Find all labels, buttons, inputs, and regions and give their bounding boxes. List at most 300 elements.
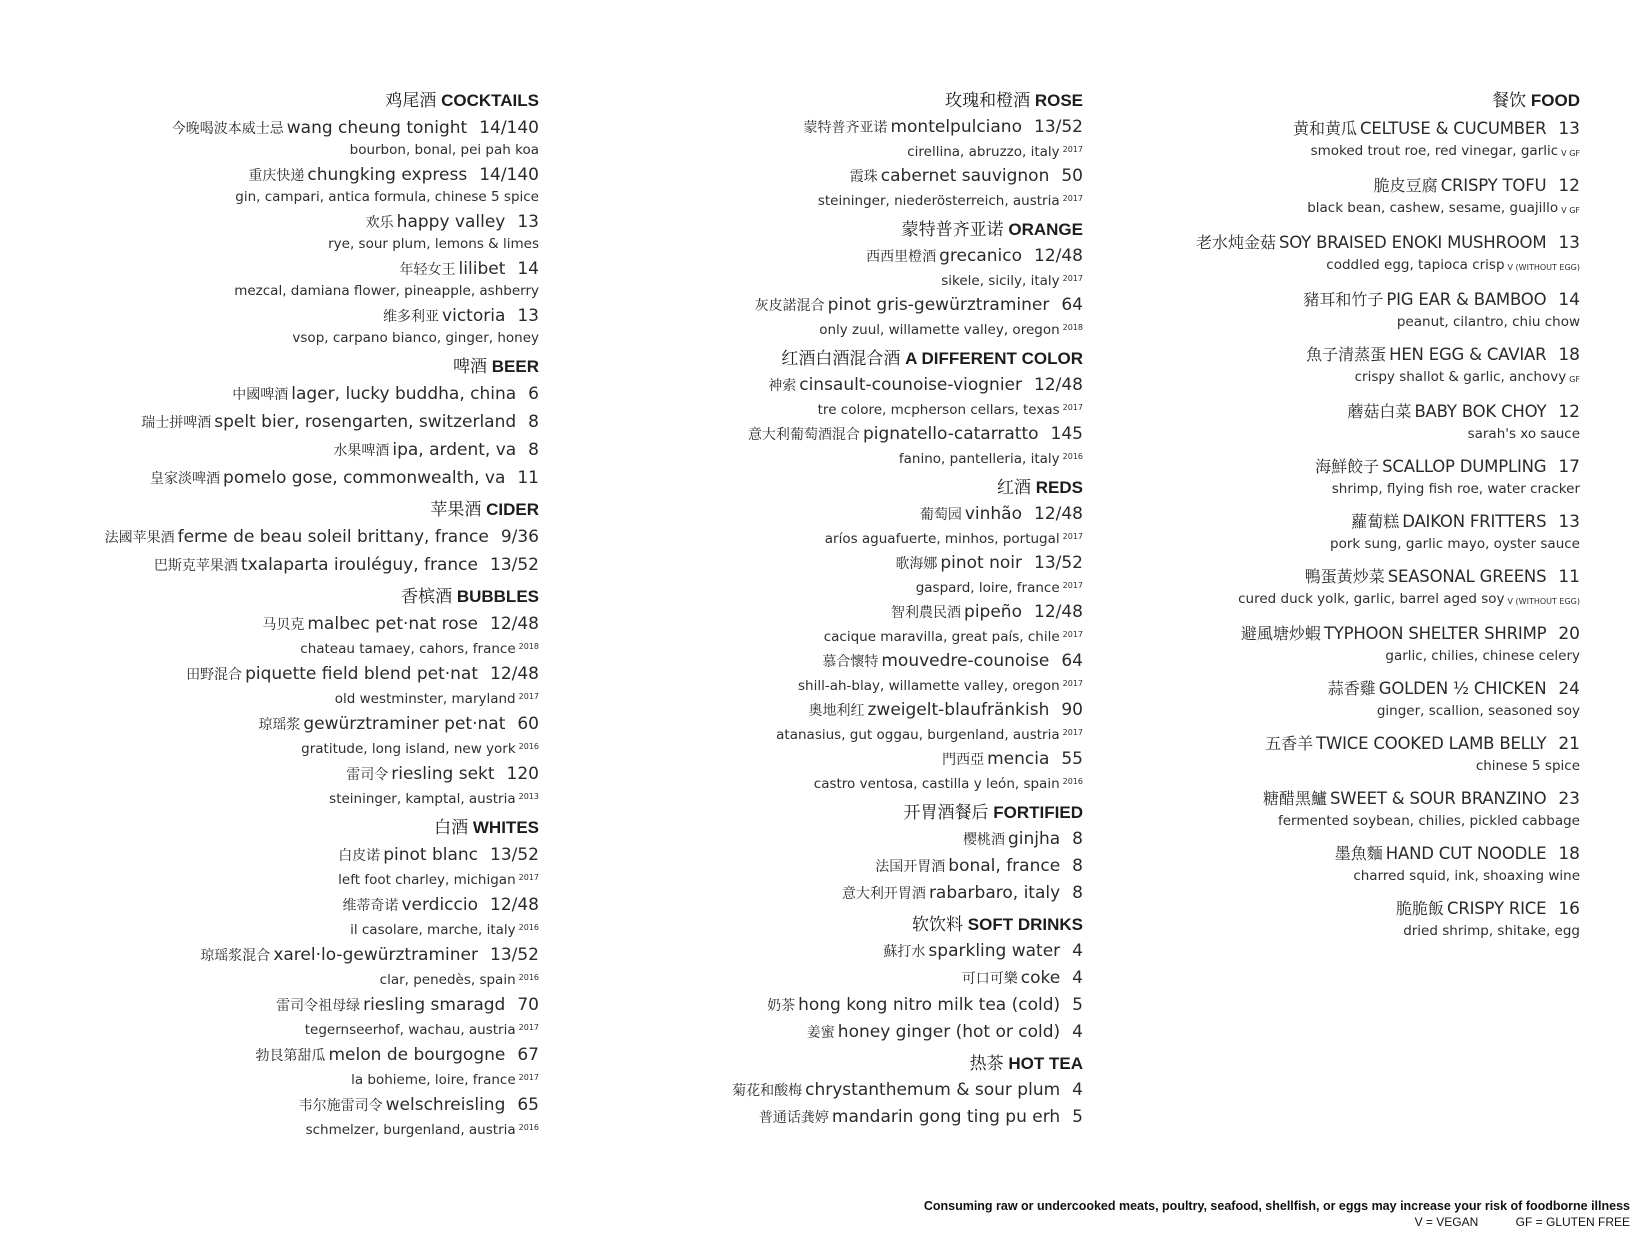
section-title-english: BEER [491,357,539,376]
vintage-year: 2016 [518,1123,539,1132]
item-description-line [90,1118,539,1140]
menu-item-line [90,943,539,968]
item-description-line [1110,142,1580,163]
menu-item [1110,896,1580,941]
menu-section [90,356,539,491]
menu-section [90,586,539,809]
menu-item-line [600,827,1083,852]
menu-item-line [1110,621,1580,647]
menu-item [600,966,1083,991]
item-name: BABY BOK CHOY [1414,402,1547,421]
menu-item-line [600,854,1083,879]
menu-item-line [90,1043,539,1068]
menu-item-line [600,373,1083,398]
item-price: 67 [517,1045,539,1065]
vintage-year: 2013 [518,792,539,801]
item-chinese-name: 脆皮豆腐 [1373,176,1438,195]
item-chinese-name: 葡萄园 [919,507,962,523]
menu-item [1110,621,1580,666]
item-price: 12/48 [1034,246,1083,266]
item-description: crispy shallot & garlic, anchovy [1354,369,1567,385]
item-chinese-name: 蒜香雞 [1327,679,1376,698]
item-name: TYPHOON SHELTER SHRIMP [1323,624,1547,643]
item-chinese-name: 墨魚麵 [1334,844,1383,863]
menu-item-line [600,698,1083,723]
item-chinese-name: 普通话龚婷 [758,1110,829,1126]
section-title-english: REDS [1035,478,1083,497]
item-name: montelpulciano [890,117,1022,137]
item-description-line [90,1018,539,1040]
item-chinese-name: 姜蜜 [806,1025,835,1041]
menu-item [600,115,1083,162]
item-description: cirellina, abruzzo, italy [907,144,1060,160]
item-name: sparkling water [928,941,1061,961]
item-description: only zuul, willamette valley, oregon [819,322,1060,338]
item-price: 13/52 [1034,117,1083,137]
section-title [600,90,1083,112]
item-name: xarel·lo-gewürztraminer [273,945,478,965]
menu-item-line [1110,454,1580,480]
menu-item [600,1020,1083,1045]
dietary-tag: V (WITHOUT EGG) [1507,597,1580,606]
item-name: HEN EGG & CAVIAR [1389,345,1547,364]
item-description-line [90,737,539,759]
item-name: piquette field blend pet·nat [245,664,478,684]
item-description-line [600,674,1083,696]
item-price: 4 [1072,968,1083,988]
menu-section [600,90,1083,211]
menu-item-line [1110,841,1580,867]
menu-item-line [600,1078,1083,1103]
menu-section [1110,90,1580,941]
menu-item-line [600,881,1083,906]
vintage-year: 2017 [1062,728,1083,737]
vintage-year: 2017 [1062,679,1083,688]
menu-section [600,348,1083,469]
item-name: pinot blanc [383,845,478,865]
menu-item [90,410,539,435]
item-price: 64 [1061,651,1083,671]
item-price: 64 [1061,295,1083,315]
menu-item-line [90,843,539,868]
item-description: gaspard, loire, france [915,580,1060,596]
menu-item [1110,342,1580,389]
menu-item [1110,287,1580,332]
item-name: vinhão [964,504,1022,524]
item-price: 8 [1072,883,1083,903]
item-name: SWEET & SOUR BRANZINO [1329,789,1547,808]
vintage-year: 2017 [1062,532,1083,541]
menu-section [600,219,1083,340]
item-name: ginjha [1007,829,1061,849]
menu-item-line [90,662,539,687]
item-description-line [1110,425,1580,444]
item-description: tegernseerhof, wachau, austria [304,1022,516,1038]
section-title-english: COCKTAILS [441,91,539,110]
item-name: ipa, ardent, va [392,440,517,460]
item-name: victoria [442,306,506,326]
menu-item [90,893,539,940]
menu-item [600,698,1083,745]
item-description-line [600,318,1083,340]
menu-item [1110,841,1580,886]
item-description-line [600,723,1083,745]
item-chinese-name: 鴨蛋黃炒菜 [1304,567,1385,586]
item-description: peanut, cilantro, chiu chow [1396,314,1580,330]
section-title [90,90,539,112]
item-description-line [600,447,1083,469]
item-name: CRISPY TOFU [1440,176,1547,195]
item-description-line [1110,313,1580,332]
item-description: ginger, scallion, seasoned soy [1376,703,1580,719]
dietary-tag: V (WITHOUT EGG) [1507,263,1580,272]
menu-item [90,1043,539,1090]
item-description: smoked trout roe, red vinegar, garlic [1310,143,1559,159]
item-description: black bean, cashew, sesame, guajillo [1307,200,1559,216]
menu-item-line [600,993,1083,1018]
item-name: happy valley [396,212,506,232]
item-price: 8 [1072,856,1083,876]
menu-item [90,843,539,890]
menu-item-line [90,466,539,491]
item-description-line [90,1068,539,1090]
section-title-english: ROSE [1034,91,1083,110]
menu-section [90,499,539,578]
item-price: 9/36 [500,527,539,547]
item-description: sarah's xo sauce [1467,426,1580,442]
item-name: SEASONAL GREENS [1387,567,1547,586]
item-description-line [1110,922,1580,941]
item-chinese-name: 蘿蔔糕 [1351,512,1400,531]
menu-item [600,827,1083,852]
item-name: TWICE COOKED LAMB BELLY [1316,734,1547,753]
item-description: shrimp, flying fish roe, water cracker [1331,481,1580,497]
item-name: hong kong nitro milk tea (cold) [798,995,1061,1015]
item-description: atanasius, gut oggau, burgenland, austria [776,727,1060,743]
menu-item [1110,399,1580,444]
section-title [600,348,1083,370]
menu-item-line [1110,676,1580,702]
item-description-line [90,787,539,809]
item-description: fanino, pantelleria, italy [898,451,1060,467]
item-price: 12 [1558,176,1580,196]
section-title-english: FORTIFIED [993,803,1083,822]
item-chinese-name: 門西亞 [942,752,985,768]
item-description-line [90,141,539,160]
vintage-year: 2017 [1062,403,1083,412]
item-price: 13 [517,306,539,326]
menu-item [1110,564,1580,611]
item-chinese-name: 年轻女王 [399,262,456,278]
section-title-english: CIDER [486,500,539,519]
menu-item-line [600,164,1083,189]
item-chinese-name: 豬耳和竹子 [1303,290,1384,309]
item-price: 13/52 [490,945,539,965]
dietary-tag: GF [1569,375,1580,384]
item-chinese-name: 法国开胃酒 [875,859,946,875]
menu-item [90,993,539,1040]
item-description: sikele, sicily, italy [941,273,1060,289]
item-description-line [90,235,539,254]
item-chinese-name: 黄和黄瓜 [1293,119,1358,138]
item-name: gewürztraminer pet·nat [303,714,506,734]
menu-item-line [90,163,539,188]
item-chinese-name: 勃艮第甜瓜 [255,1048,326,1064]
menu-item-line [90,116,539,141]
item-description-line [90,868,539,890]
item-name: mouvedre-counoise [881,651,1050,671]
section-title-chinese: 白酒 [434,818,469,837]
section-title-english: WHITES [472,818,539,837]
item-name: lager, lucky buddha, china [291,384,517,404]
menu-item-line [90,210,539,235]
section-title [600,477,1083,499]
menu-item-line [90,553,539,578]
item-price: 12/48 [490,614,539,634]
item-chinese-name: 雷司令祖母绿 [276,998,361,1014]
item-chinese-name: 今晚喝波本威士忌 [171,121,284,137]
section-title [600,1053,1083,1075]
section-title [90,499,539,521]
item-chinese-name: 蘑菇白菜 [1347,402,1412,421]
item-name: HAND CUT NOODLE [1385,844,1547,863]
menu-item-line [1110,731,1580,757]
item-chinese-name: 马贝克 [262,617,305,633]
item-chinese-name: 神索 [768,378,797,394]
menu-item [600,502,1083,549]
item-name: DAIKON FRITTERS [1402,512,1547,531]
menu-item-line [90,382,539,407]
item-chinese-name: 樱桃酒 [962,832,1005,848]
item-description: vsop, carpano bianco, ginger, honey [292,330,539,346]
menu-item [1110,230,1580,277]
menu-item [600,244,1083,291]
item-description-line [1110,199,1580,220]
item-price: 12/48 [490,664,539,684]
item-price: 60 [517,714,539,734]
menu-item [1110,676,1580,721]
menu-item [90,163,539,207]
menu-item-line [1110,287,1580,313]
item-description: garlic, chilies, chinese celery [1385,648,1580,664]
item-description: cacique maravilla, great país, chile [823,629,1060,645]
item-chinese-name: 蒙特普齐亚诺 [803,120,888,136]
menu-item-line [90,525,539,550]
item-chinese-name: 中國啤酒 [232,387,289,403]
menu-item [1110,116,1580,163]
dietary-tag: V GF [1561,206,1580,215]
section-title [90,817,539,839]
item-description: old westminster, maryland [334,691,516,707]
menu-item [90,943,539,990]
menu-item [90,257,539,301]
item-description: left foot charley, michigan [338,872,516,888]
item-description: fermented soybean, chilies, pickled cabbage [1277,813,1580,829]
item-description: chinese 5 spice [1475,758,1580,774]
item-price: 90 [1061,700,1083,720]
item-price: 16 [1558,899,1580,919]
section-title [90,586,539,608]
section-title-english: SOFT DRINKS [967,915,1083,934]
item-name: ferme de beau soleil brittany, france [177,527,489,547]
menu-item [90,525,539,550]
section-title-chinese: 餐饮 [1492,91,1527,110]
menu-item [90,304,539,348]
item-price: 24 [1558,679,1580,699]
menu-item [90,210,539,254]
menu-column-food [1110,90,1580,951]
item-chinese-name: 皇家淡啤酒 [150,471,221,487]
item-description: pork sung, garlic mayo, oyster sauce [1330,536,1580,552]
menu-item [90,438,539,463]
item-chinese-name: 霞珠 [849,169,878,185]
menu-item [1110,173,1580,220]
item-chinese-name: 五香羊 [1265,734,1314,753]
item-name: mandarin gong ting pu erh [831,1107,1061,1127]
item-name: lilibet [458,259,506,279]
item-chinese-name: 避風塘炒蝦 [1240,624,1321,643]
item-chinese-name: 蘇打水 [883,944,926,960]
item-price: 12/48 [490,895,539,915]
menu-item [600,939,1083,964]
item-price: 12/48 [1034,602,1083,622]
item-price: 145 [1050,424,1083,444]
vintage-year: 2018 [1062,323,1083,332]
item-chinese-name: 维多利亚 [383,309,440,325]
item-description-line [1110,702,1580,721]
menu-item [600,422,1083,469]
item-name: malbec pet·nat rose [307,614,478,634]
menu-item-line [600,747,1083,772]
item-chinese-name: 瑞士拼啤酒 [141,415,212,431]
menu-item-line [1110,342,1580,368]
item-price: 14 [517,259,539,279]
menu-item [90,553,539,578]
item-name: chrystanthemum & sour plum [805,1080,1061,1100]
vintage-year: 2017 [1062,630,1083,639]
menu-item-line [1110,399,1580,425]
menu-item-line [600,244,1083,269]
menu-section [90,817,539,1140]
menu-item [90,466,539,491]
item-chinese-name: 欢乐 [365,215,394,231]
menu-item [600,373,1083,420]
item-chinese-name: 韦尔施雷司令 [298,1098,383,1114]
item-chinese-name: 海鮮餃子 [1315,457,1380,476]
item-name: SCALLOP DUMPLING [1382,457,1547,476]
item-chinese-name: 重庆快递 [248,168,305,184]
item-description: gin, campari, antica formula, chinese 5 spice [235,189,539,205]
item-chinese-name: 田野混合 [186,667,243,683]
section-title-english: ORANGE [1008,220,1083,239]
item-description: steininger, niederösterreich, austria [817,193,1060,209]
menu-item [600,649,1083,696]
item-name: pipeño [964,602,1022,622]
menu-item [1110,731,1580,776]
section-title-chinese: 香槟酒 [401,587,453,606]
item-chinese-name: 智利農民酒 [891,605,962,621]
item-description-line [90,968,539,990]
item-description: rye, sour plum, lemons & limes [328,236,539,252]
item-chinese-name: 白皮诺 [338,848,381,864]
vintage-year: 2017 [518,1023,539,1032]
menu-item-line [600,939,1083,964]
item-name: CELTUSE & CUCUMBER [1360,119,1547,138]
menu-item [90,382,539,407]
item-description: gratitude, long island, new york [301,741,516,757]
menu-item [1110,509,1580,554]
item-chinese-name: 魚子清蒸蛋 [1306,345,1387,364]
menu-item-line [90,762,539,787]
item-price: 50 [1061,166,1083,186]
section-title-chinese: 红酒 [997,478,1032,497]
item-description: chateau tamaey, cahors, france [300,641,516,657]
menu-item [90,712,539,759]
item-description-line [600,527,1083,549]
item-description-line [600,140,1083,162]
menu-item-line [90,257,539,282]
menu-item-line [600,1020,1083,1045]
menu-item-line [90,612,539,637]
item-chinese-name: 奧地利红 [808,703,865,719]
menu-item [600,747,1083,794]
menu-item-line [90,304,539,329]
menu-item-line [90,1093,539,1118]
item-price: 14 [1558,290,1580,310]
item-name: bonal, france [948,856,1061,876]
section-title [90,356,539,378]
item-price: 11 [1558,567,1580,587]
menu-item-line [90,410,539,435]
item-description-line [1110,590,1580,611]
item-name: pinot noir [940,553,1022,573]
item-chinese-name: 糖醋黑鱸 [1262,789,1327,808]
vintage-year: 2017 [1062,581,1083,590]
item-price: 12 [1558,402,1580,422]
menu-item-line [1110,564,1580,590]
item-price: 70 [517,995,539,1015]
section-title-chinese: 玫瑰和橙酒 [945,91,1031,110]
menu-item [600,293,1083,340]
menu-item-line [600,966,1083,991]
vintage-year: 2017 [1062,194,1083,203]
item-chinese-name: 雷司令 [346,767,389,783]
item-chinese-name: 法國苹果酒 [104,530,175,546]
item-price: 13 [1558,233,1580,253]
section-title-english: FOOD [1530,91,1580,110]
item-chinese-name: 水果啤酒 [333,443,390,459]
vintage-year: 2016 [1062,777,1083,786]
menu-item-line [90,993,539,1018]
section-title-english: HOT TEA [1008,1054,1083,1073]
item-chinese-name: 琼瑶浆混合 [200,948,271,964]
item-price: 8 [1072,829,1083,849]
item-description-line [1110,535,1580,554]
item-chinese-name: 脆脆飯 [1396,899,1445,918]
item-name: mencia [987,749,1050,769]
menu-footer [924,1198,1630,1230]
section-title-english: BUBBLES [456,587,539,606]
item-description-line [1110,757,1580,776]
item-description-line [1110,867,1580,886]
item-name: riesling smaragd [363,995,506,1015]
item-price: 120 [506,764,539,784]
item-chinese-name: 灰皮諾混合 [754,298,825,314]
item-description: tre colore, mcpherson cellars, texas [817,402,1060,418]
item-chinese-name: 意大利葡萄酒混合 [747,427,860,443]
item-price: 6 [528,384,539,404]
vintage-year: 2017 [1062,145,1083,154]
